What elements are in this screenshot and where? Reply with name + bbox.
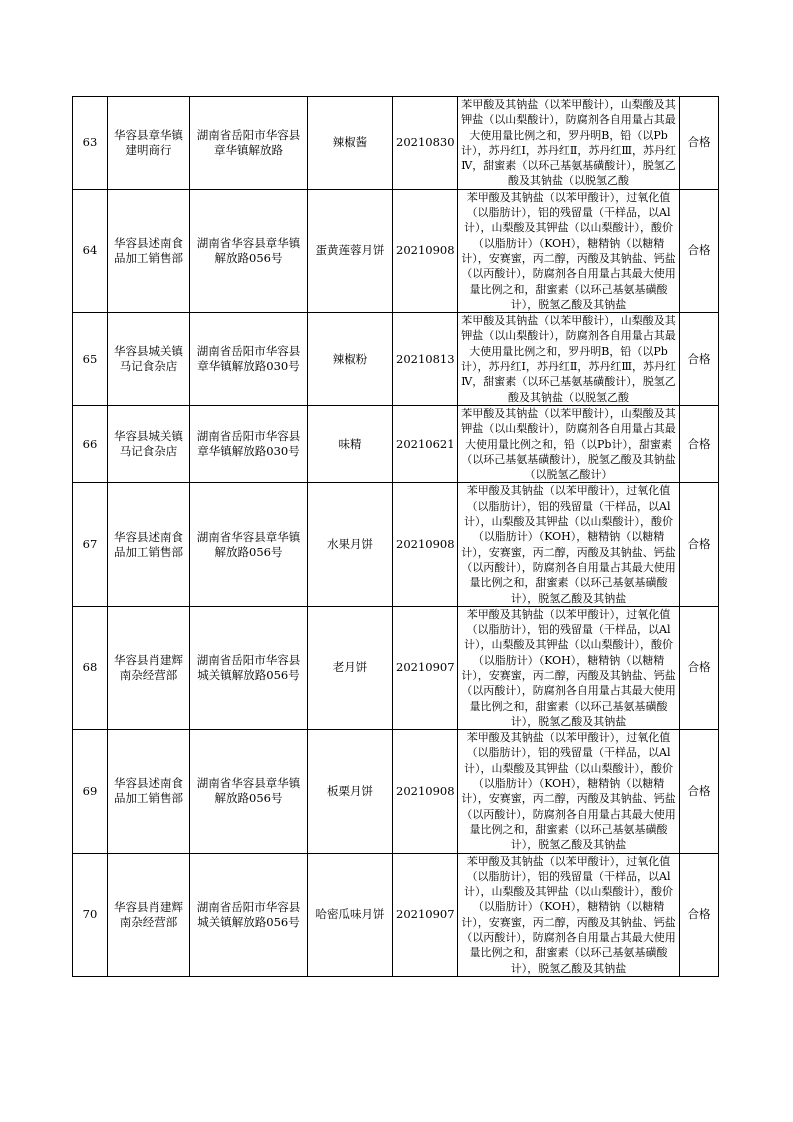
row-number: 64: [73, 189, 108, 312]
row-number: 66: [73, 405, 108, 482]
result: 合格: [680, 313, 719, 406]
row-number: 70: [73, 853, 108, 976]
company-name: 华容县肖建辉南杂经营部: [108, 606, 190, 729]
result: 合格: [680, 405, 719, 482]
product-name: 辣椒粉: [308, 313, 393, 406]
production-date: 20210908: [393, 730, 458, 853]
test-items-cell: [458, 853, 680, 976]
table-row: [73, 606, 719, 729]
production-date: 20210908: [393, 189, 458, 312]
test-items-cell: [458, 405, 680, 482]
test-items: 苯甲酸及其钠盐（以苯甲酸计），过氧化值（以脂肪计），铝的残留量（干样品，以Al计），山梨酸及其钾盐（以山梨酸计），酸价（以脂肪计）（KOH），糖精钠（以糖精计），安赛蜜，丙二醇，丙酸及其钠盐、钙盐（以丙酸计），防腐剂各自用量占其最大使用量比例之和，甜蜜素（以环己基氨基磺酸计），脱氢乙酸及其钠盐: [461, 190, 676, 311]
table-row: [73, 313, 719, 406]
product-name: 辣椒酱: [308, 97, 393, 190]
production-date: 20210907: [393, 853, 458, 976]
product-name: 哈密瓜味月饼: [308, 853, 393, 976]
production-date: 20210621: [393, 405, 458, 482]
test-items: 苯甲酸及其钠盐（以苯甲酸计），过氧化值（以脂肪计），铝的残留量（干样品，以Al计），山梨酸及其钾盐（以山梨酸计），酸价（以脂肪计）（KOH），糖精钠（以糖精计），安赛蜜，丙二醇，丙酸及其钠盐、钙盐（以丙酸计），防腐剂各自用量占其最大使用量比例之和，甜蜜素（以环己基氨基磺酸计），脱氢乙酸及其钠盐: [461, 731, 676, 852]
test-items: 苯甲酸及其钠盐（以苯甲酸计），过氧化值（以脂肪计），铝的残留量（干样品，以Al计），山梨酸及其钾盐（以山梨酸计），酸价（以脂肪计）（KOH），糖精钠（以糖精计），安赛蜜，丙二醇，丙酸及其钠盐、钙盐（以丙酸计），防腐剂各自用量占其最大使用量比例之和，甜蜜素（以环己基氨基磺酸计），脱氢乙酸及其钠盐: [461, 607, 676, 728]
company-address: 湖南省华容县章华镇解放路056号: [190, 730, 308, 853]
product-name: 老月饼: [308, 606, 393, 729]
result: 合格: [680, 97, 719, 190]
test-items: 苯甲酸及其钠盐（以苯甲酸计），山梨酸及其钾盐（以山梨酸计），防腐剂各自用量占其最大使用量比例之和，铅（以Pb计），甜蜜素（以环己基氨基磺酸计），脱氢乙酸及其钠盐（以脱氢乙酸计）: [461, 406, 676, 482]
production-date: 20210907: [393, 606, 458, 729]
company-name: 华容县述南食品加工销售部: [108, 483, 190, 606]
company-address: 湖南省岳阳市华容县章华镇解放路030号: [190, 313, 308, 406]
product-name: 板栗月饼: [308, 730, 393, 853]
row-number: 67: [73, 483, 108, 606]
test-items-cell: [458, 483, 680, 606]
test-items: 苯甲酸及其钠盐（以苯甲酸计），山梨酸及其钾盐（以山梨酸计），防腐剂各自用量占其最大使用量比例之和，罗丹明B，铅（以Pb计），苏丹红Ⅰ，苏丹红Ⅱ，苏丹红Ⅲ，苏丹红Ⅳ，甜蜜素（以环己基氨基磺酸计），脱氢乙酸及其钠盐（以脱氢乙酸: [461, 98, 676, 188]
table-row: [73, 730, 719, 853]
test-items: 苯甲酸及其钠盐（以苯甲酸计），山梨酸及其钾盐（以山梨酸计），防腐剂各自用量占其最大使用量比例之和，罗丹明B，铅（以Pb计），苏丹红Ⅰ，苏丹红Ⅱ，苏丹红Ⅲ，苏丹红Ⅳ，甜蜜素（以环己基氨基磺酸计），脱氢乙酸及其钠盐（以脱氢乙酸: [461, 314, 676, 404]
row-number: 63: [73, 97, 108, 190]
test-items-cell: [458, 730, 680, 853]
result: 合格: [680, 606, 719, 729]
table-row: [73, 97, 719, 190]
row-number: 65: [73, 313, 108, 406]
company-address: 湖南省华容县章华镇解放路056号: [190, 189, 308, 312]
result: 合格: [680, 189, 719, 312]
company-address: 湖南省华容县章华镇解放路056号: [190, 483, 308, 606]
table-row: [73, 405, 719, 482]
test-items-cell: [458, 606, 680, 729]
table-row: [73, 483, 719, 606]
product-name: 蛋黄莲蓉月饼: [308, 189, 393, 312]
result: 合格: [680, 730, 719, 853]
result: 合格: [680, 853, 719, 976]
company-name: 华容县城关镇马记食杂店: [108, 405, 190, 482]
company-name: 华容县章华镇建明商行: [108, 97, 190, 190]
test-items: 苯甲酸及其钠盐（以苯甲酸计），过氧化值（以脂肪计），铝的残留量（干样品，以Al计），山梨酸及其钾盐（以山梨酸计），酸价（以脂肪计）（KOH），糖精钠（以糖精计），安赛蜜，丙二醇，丙酸及其钠盐、钙盐（以丙酸计），防腐剂各自用量占其最大使用量比例之和，甜蜜素（以环己基氨基磺酸计），脱氢乙酸及其钠盐: [461, 484, 676, 605]
test-items: 苯甲酸及其钠盐（以苯甲酸计），过氧化值（以脂肪计），铝的残留量（干样品，以Al计），山梨酸及其钾盐（以山梨酸计），酸价（以脂肪计）（KOH），糖精钠（以糖精计），安赛蜜，丙二醇，丙酸及其钠盐、钙盐（以丙酸计），防腐剂各自用量占其最大使用量比例之和，甜蜜素（以环己基氨基磺酸计），脱氢乙酸及其钠盐: [461, 854, 676, 975]
test-items-cell: [458, 189, 680, 312]
table-row: [73, 189, 719, 312]
product-name: 味精: [308, 405, 393, 482]
row-number: 69: [73, 730, 108, 853]
production-date: 20210908: [393, 483, 458, 606]
production-date: 20210830: [393, 97, 458, 190]
company-name: 华容县述南食品加工销售部: [108, 189, 190, 312]
test-items-cell: [458, 313, 680, 406]
company-address: 湖南省岳阳市华容县城关镇解放路056号: [190, 606, 308, 729]
test-items-cell: [458, 97, 680, 190]
product-name: 水果月饼: [308, 483, 393, 606]
result: 合格: [680, 483, 719, 606]
row-number: 68: [73, 606, 108, 729]
production-date: 20210813: [393, 313, 458, 406]
inspection-results-table: [72, 96, 719, 977]
company-address: 湖南省岳阳市华容县章华镇解放路030号: [190, 405, 308, 482]
company-name: 华容县述南食品加工销售部: [108, 730, 190, 853]
company-address: 湖南省岳阳市华容县章华镇解放路: [190, 97, 308, 190]
company-name: 华容县城关镇马记食杂店: [108, 313, 190, 406]
company-name: 华容县肖建辉南杂经营部: [108, 853, 190, 976]
company-address: 湖南省岳阳市华容县城关镇解放路056号: [190, 853, 308, 976]
table-row: [73, 853, 719, 976]
